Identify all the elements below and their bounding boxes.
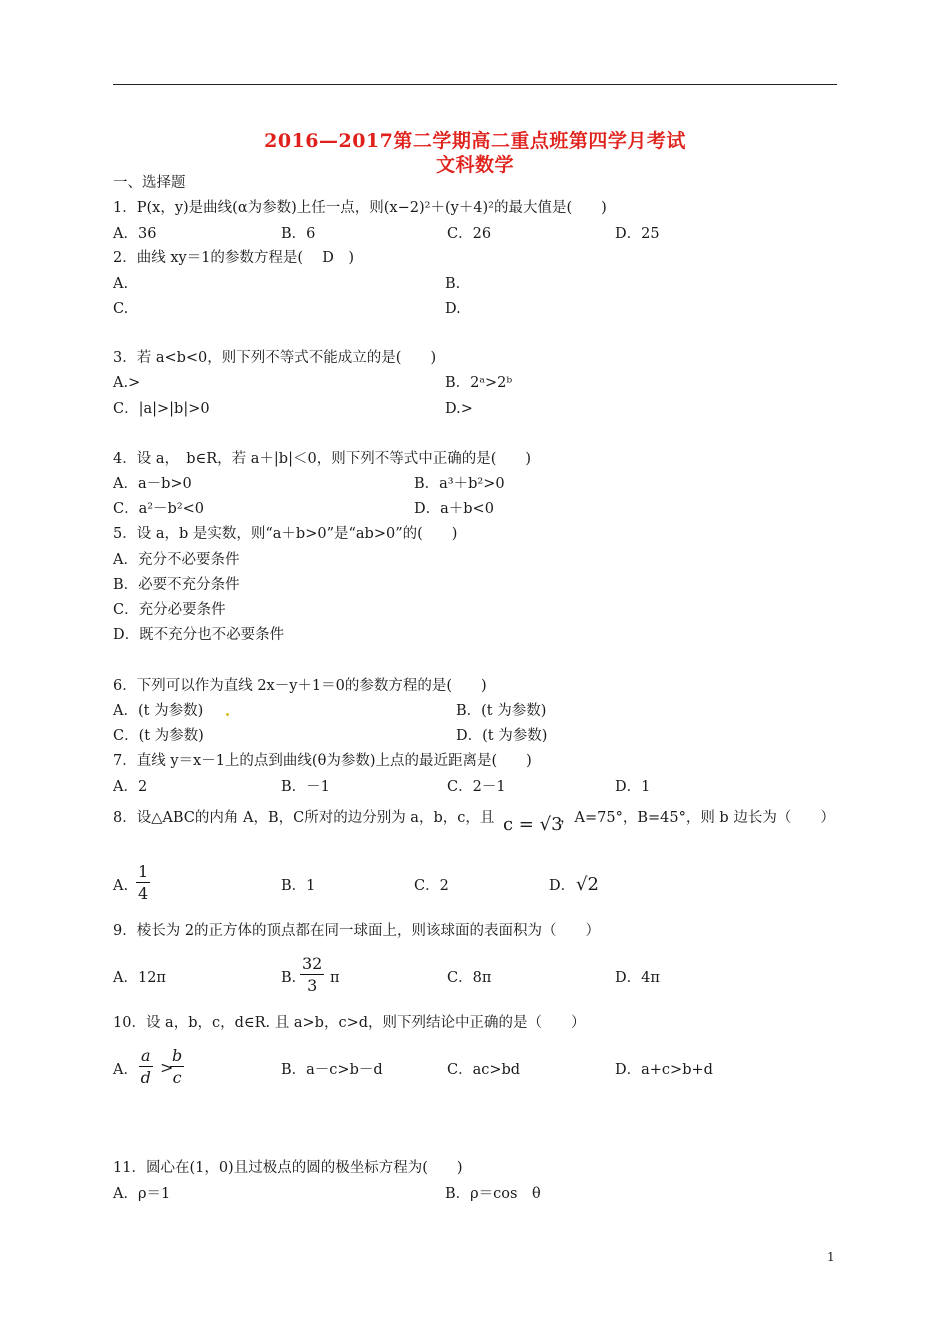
q3-option-a: A.> [113, 375, 141, 391]
q3-option-d: D.> [445, 401, 473, 417]
q10-option-a-fraction-2 [170, 1046, 184, 1089]
fraction-denominator: 3 [307, 976, 318, 995]
q3-option-c: C．|a|>|b|>0 [113, 401, 210, 417]
q1-stem: 1．P(x，y)是曲线(α为参数)上任一点，则(x−2)²＋(y＋4)²的最大值是( ) [113, 200, 607, 216]
q11-stem: 11．圆心在(1，0)且过极点的圆的极坐标方程为( ) [113, 1160, 463, 1176]
q6-option-d: D．(t 为参数) [456, 728, 548, 744]
q4-option-a: A．a－b>0 [113, 476, 192, 492]
fraction-denominator: d [140, 1068, 151, 1087]
exam-subtitle: 文科数学 [435, 154, 514, 176]
fraction-numerator: 1 [138, 862, 149, 881]
page-number: 1 [827, 1250, 835, 1264]
fraction-numerator: b [172, 1046, 183, 1065]
q8-stem-start: 8．设△ABC的内角 A，B，C所对的边分别为 a，b，c，且 [113, 810, 495, 826]
q5-option-c: C．充分必要条件 [113, 602, 226, 618]
q10-option-c: C．ac>bd [447, 1062, 521, 1078]
q8-option-c: C．2 [414, 878, 449, 894]
q10-option-a-gt: > [160, 1058, 174, 1077]
q2-option-a: A. [113, 276, 129, 292]
q11-option-b: B．ρ＝cos θ [445, 1186, 541, 1202]
fraction-denominator: c [172, 1068, 182, 1087]
q2-option-d: D. [445, 301, 461, 317]
q1-option-b: B．6 [281, 226, 316, 242]
q10-option-a-fraction-1 [139, 1046, 153, 1089]
fraction-numerator: a [141, 1046, 151, 1065]
q9-option-b-fraction [300, 954, 324, 997]
q8-option-a-fraction [136, 862, 150, 905]
q9-stem: 9．棱长为 2的正方体的顶点都在同一球面上，则该球面的表面积为（ ） [113, 923, 601, 939]
q4-stem: 4．设 a， b∈R，若 a＋|b|＜0，则下列不等式中正确的是( ) [113, 451, 532, 467]
q5-stem: 5．设 a，b 是实数，则“a＋b>0”是“ab>0”的( ) [113, 526, 458, 542]
q10-option-a: A． [113, 1062, 138, 1078]
fraction-denominator: 4 [138, 884, 149, 903]
section-heading: 一、选择题 [113, 175, 186, 191]
q9-option-b-pi: π [330, 970, 340, 986]
q5-option-b: B．必要不充分条件 [113, 577, 240, 593]
q5-option-d: D．既不充分也不必要条件 [113, 627, 285, 643]
q10-option-d: D．a+c>b+d [615, 1062, 713, 1078]
q7-option-d: D．1 [615, 779, 651, 795]
q4-option-b: B．a³＋b²>0 [414, 476, 505, 492]
exam-title: 2016—2017第二学期高二重点班第四学月考试 [264, 130, 686, 152]
q10-stem: 10．设 a，b，c，d∈R. 且 a>b，c>d，则下列结论中正确的是（ ） [113, 1015, 586, 1031]
q2-stem: 2．曲线 xy＝1的参数方程是( D ) [113, 250, 354, 266]
q3-option-b: B．2ᵃ>2ᵇ [445, 375, 513, 391]
q8-option-a: A. [113, 878, 129, 894]
q9-option-a: A．12π [113, 970, 166, 986]
fraction-numerator: 32 [302, 954, 323, 973]
q1-option-a: A．36 [113, 226, 157, 242]
q2-option-c: C. [113, 301, 129, 317]
q3-stem: 3．若 a<b<0，则下列不等式不能成立的是( ) [113, 350, 437, 366]
q8-c-value: c = √3 [503, 814, 563, 835]
q7-option-b: B．－1 [281, 779, 330, 795]
q7-option-c: C．2－1 [447, 779, 506, 795]
q4-option-c: C．a²－b²<0 [113, 501, 205, 517]
q9-option-d: D．4π [615, 970, 660, 986]
q2-option-b: B. [445, 276, 461, 292]
q7-option-a: A．2 [113, 779, 148, 795]
q1-option-d: D．25 [615, 226, 660, 242]
q9-option-b: B． [281, 970, 307, 986]
q1-option-c: C．26 [447, 226, 492, 242]
q10-option-b: B．a－c>b－d [281, 1062, 383, 1078]
q6-stem: 6．下列可以作为直线 2x－y＋1＝0的参数方程的是( ) [113, 678, 487, 694]
q6-option-c: C．(t 为参数) [113, 728, 204, 744]
q8-option-b: B．1 [281, 878, 316, 894]
q8-option-d: D． [549, 878, 576, 894]
q4-option-d: D．a＋b<0 [414, 501, 494, 517]
q9-option-c: C．8π [447, 970, 492, 986]
speck-mark [226, 713, 229, 716]
q8-stem-end: ，A=75°，B=45°，则 b 边长为（ ） [560, 810, 835, 826]
q8-option-d-value: √2 [576, 874, 599, 895]
header-rule [113, 84, 837, 85]
q6-option-b: B．(t 为参数) [456, 703, 547, 719]
q6-option-a: A．(t 为参数) [113, 703, 204, 719]
q11-option-a: A．ρ＝1 [113, 1186, 171, 1202]
q5-option-a: A．充分不必要条件 [113, 552, 240, 568]
q7-stem: 7．直线 y＝x－1上的点到曲线(θ为参数)上点的最近距离是( ) [113, 753, 532, 769]
